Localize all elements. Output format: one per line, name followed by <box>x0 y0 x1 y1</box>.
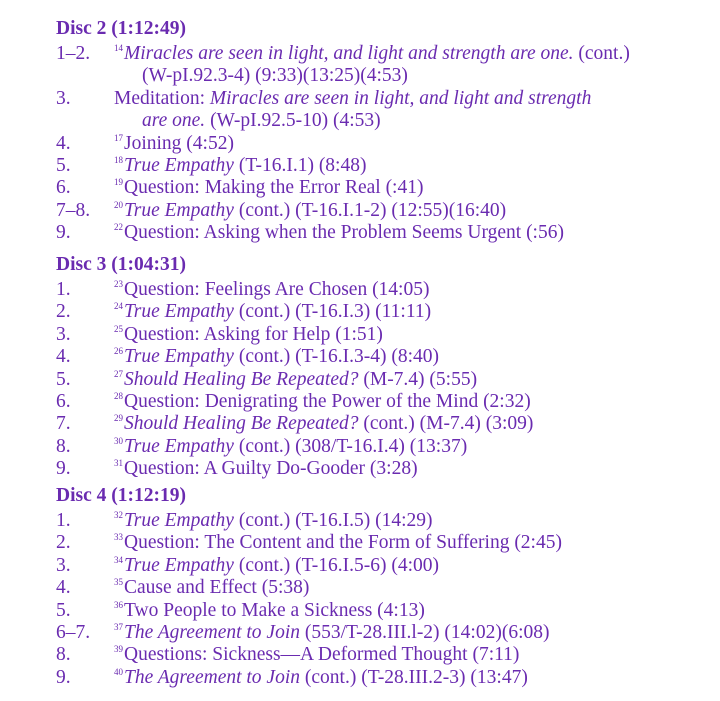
track-text: (T-16.I.1) (8:48) <box>233 155 367 176</box>
track-content <box>114 413 533 435</box>
track-ref-number: 32 <box>114 510 123 520</box>
track-content <box>114 43 630 65</box>
track-row <box>0 458 720 480</box>
track-row <box>0 510 720 532</box>
track-text: Cause and Effect (5:38) <box>124 577 310 599</box>
track-content <box>114 600 425 622</box>
track-ref-number: 19 <box>114 177 123 188</box>
track-text: (cont.) (T-16.I.1-2) (12:55)(16:40) <box>233 199 507 221</box>
track-content <box>114 458 418 480</box>
track-ref-number: 39 <box>114 644 123 655</box>
track-continuation <box>142 110 381 132</box>
track-text: Questions: Sickness—A Deformed Thought (7:11) <box>124 644 520 666</box>
track-title-italic: Miracles are seen in light, and light and strength are one. <box>124 43 574 64</box>
track-number: 3. <box>56 323 71 345</box>
track-ref-number: 22 <box>114 222 123 233</box>
track-ref-number: 20 <box>114 199 123 210</box>
track-content <box>114 324 383 346</box>
track-row <box>0 279 720 301</box>
track-number: 2. <box>56 301 71 323</box>
track-row <box>0 644 720 666</box>
track-continuation <box>142 65 408 87</box>
track-content <box>114 622 550 644</box>
track-ref-number: 30 <box>114 435 123 446</box>
track-content <box>114 577 309 599</box>
track-ref-number: 29 <box>114 413 123 424</box>
track-content <box>114 177 423 199</box>
track-title-italic: Should Healing Be Repeated? <box>124 368 359 390</box>
track-row <box>0 301 720 323</box>
track-title-italic: Should Healing Be Repeated? <box>124 413 359 435</box>
track-row <box>0 600 720 622</box>
track-number: 2. <box>56 532 71 554</box>
track-number: 6. <box>56 177 71 199</box>
disc-header: Disc 4 (1:12:19) <box>56 485 186 506</box>
track-title-italic: True Empathy <box>124 199 234 221</box>
track-title-italic: The Agreement to Join <box>124 622 301 643</box>
track-text: Question: A Guilty Do-Gooder (3:28) <box>124 458 418 480</box>
track-title-italic: True Empathy <box>124 301 234 323</box>
track-row <box>0 346 720 368</box>
track-row <box>0 436 720 458</box>
track-number: 4. <box>56 577 71 599</box>
track-ref-number: 35 <box>114 577 123 588</box>
track-row <box>0 577 720 599</box>
track-text: (cont.) (T-28.III.2-3) (13:47) <box>300 666 528 688</box>
track-row <box>0 222 720 244</box>
track-ref-number: 23 <box>114 279 123 289</box>
track-content <box>114 222 564 244</box>
track-row <box>0 133 720 155</box>
track-ref-number: 17 <box>114 132 123 143</box>
track-content <box>114 200 506 222</box>
track-number: 1–2. <box>56 43 91 64</box>
track-row <box>0 324 720 346</box>
track-number: 7–8. <box>56 199 91 221</box>
track-text: Question: Asking when the Problem Seems Urgent (:56) <box>124 222 564 244</box>
track-content <box>114 555 439 577</box>
track-row <box>0 155 720 177</box>
track-row <box>0 88 720 110</box>
track-ref-number: 31 <box>114 458 123 469</box>
track-text: Joining (4:52) <box>124 132 234 154</box>
track-content <box>114 667 528 689</box>
track-number: 9. <box>56 222 71 244</box>
track-text: (cont.) (T-16.I.5) (14:29) <box>233 510 433 531</box>
track-number: 7. <box>56 413 71 435</box>
track-text: (W-pI.92.3-4) (9:33)(13:25)(4:53) <box>142 65 408 87</box>
track-title-italic: True Empathy <box>124 346 234 368</box>
track-content <box>114 88 591 110</box>
track-content <box>114 133 234 155</box>
track-text: (cont.) (T-16.I.3) (11:11) <box>233 301 432 323</box>
track-title-italic: are one. <box>142 110 206 132</box>
track-content <box>114 279 429 301</box>
track-ref-number: 27 <box>114 368 123 379</box>
track-row <box>0 667 720 689</box>
track-text: (W-pI.92.5-10) (4:53) <box>205 110 381 132</box>
track-title-italic: True Empathy <box>124 554 234 576</box>
track-ref-number: 28 <box>114 391 123 401</box>
track-ref-number: 14 <box>114 43 123 53</box>
track-number: 1. <box>56 510 71 531</box>
track-number: 6–7. <box>56 622 91 643</box>
track-text: Two People to Make a Sickness (4:13) <box>124 599 425 621</box>
track-ref-number: 25 <box>114 323 123 334</box>
track-row <box>0 43 720 65</box>
track-row <box>0 413 720 435</box>
track-number: 5. <box>56 368 71 390</box>
track-number: 8. <box>56 644 71 666</box>
track-number: 4. <box>56 132 71 154</box>
track-number: 5. <box>56 155 71 176</box>
track-ref-number: 40 <box>114 666 123 677</box>
track-text: (553/T-28.III.l-2) (14:02)(6:08) <box>300 622 550 643</box>
track-number: 3. <box>56 87 71 109</box>
track-content <box>114 301 431 323</box>
track-number: 1. <box>56 279 71 300</box>
disc-header: Disc 3 (1:04:31) <box>56 254 186 275</box>
track-text: (cont.) (M-7.4) (3:09) <box>358 413 534 435</box>
track-title-italic: The Agreement to Join <box>124 666 301 688</box>
track-content <box>114 644 519 666</box>
track-text: Question: The Content and the Form of Suffering (2:45) <box>124 532 562 554</box>
track-text: (cont.) (308/T-16.I.4) (13:37) <box>233 435 468 457</box>
track-title-italic: True Empathy <box>124 435 234 457</box>
track-text: Question: Denigrating the Power of the Mind (2:32) <box>124 391 531 412</box>
track-content <box>114 369 477 391</box>
track-text: Question: Feelings Are Chosen (14:05) <box>124 279 430 300</box>
track-content <box>114 346 439 368</box>
track-row <box>0 369 720 391</box>
track-content <box>114 155 366 177</box>
track-ref-number: 34 <box>114 554 123 565</box>
track-text: (cont.) (T-16.I.3-4) (8:40) <box>233 346 440 368</box>
track-text: Question: Asking for Help (1:51) <box>124 323 383 345</box>
track-title-italic: True Empathy <box>124 155 234 176</box>
track-content <box>114 391 531 413</box>
track-number: 9. <box>56 458 71 480</box>
track-row <box>0 200 720 222</box>
track-number: 5. <box>56 599 71 621</box>
track-content <box>114 510 433 532</box>
track-title-italic: True Empathy <box>124 510 234 531</box>
track-row <box>0 532 720 554</box>
track-ref-number: 18 <box>114 155 123 165</box>
track-number: 6. <box>56 391 71 412</box>
track-ref-number: 33 <box>114 532 123 543</box>
track-text: (M-7.4) (5:55) <box>358 368 478 390</box>
track-number: 4. <box>56 346 71 368</box>
track-number: 9. <box>56 666 71 688</box>
track-row <box>0 555 720 577</box>
track-ref-number: 36 <box>114 599 123 610</box>
track-text: Meditation: <box>114 87 210 109</box>
disc-header: Disc 2 (1:12:49) <box>56 18 186 39</box>
track-number: 8. <box>56 435 71 457</box>
track-content <box>114 532 562 554</box>
track-ref-number: 26 <box>114 346 123 357</box>
track-text: (cont.) <box>573 43 630 64</box>
track-ref-number: 24 <box>114 301 123 312</box>
track-ref-number: 37 <box>114 622 123 632</box>
track-number: 3. <box>56 554 71 576</box>
track-title-italic: Miracles are seen in light, and light and strength <box>209 87 592 109</box>
track-row <box>0 391 720 413</box>
track-row <box>0 622 720 644</box>
track-content <box>114 436 467 458</box>
track-text: Question: Making the Error Real (:41) <box>124 177 424 199</box>
track-row <box>0 177 720 199</box>
track-text: (cont.) (T-16.I.5-6) (4:00) <box>233 554 440 576</box>
